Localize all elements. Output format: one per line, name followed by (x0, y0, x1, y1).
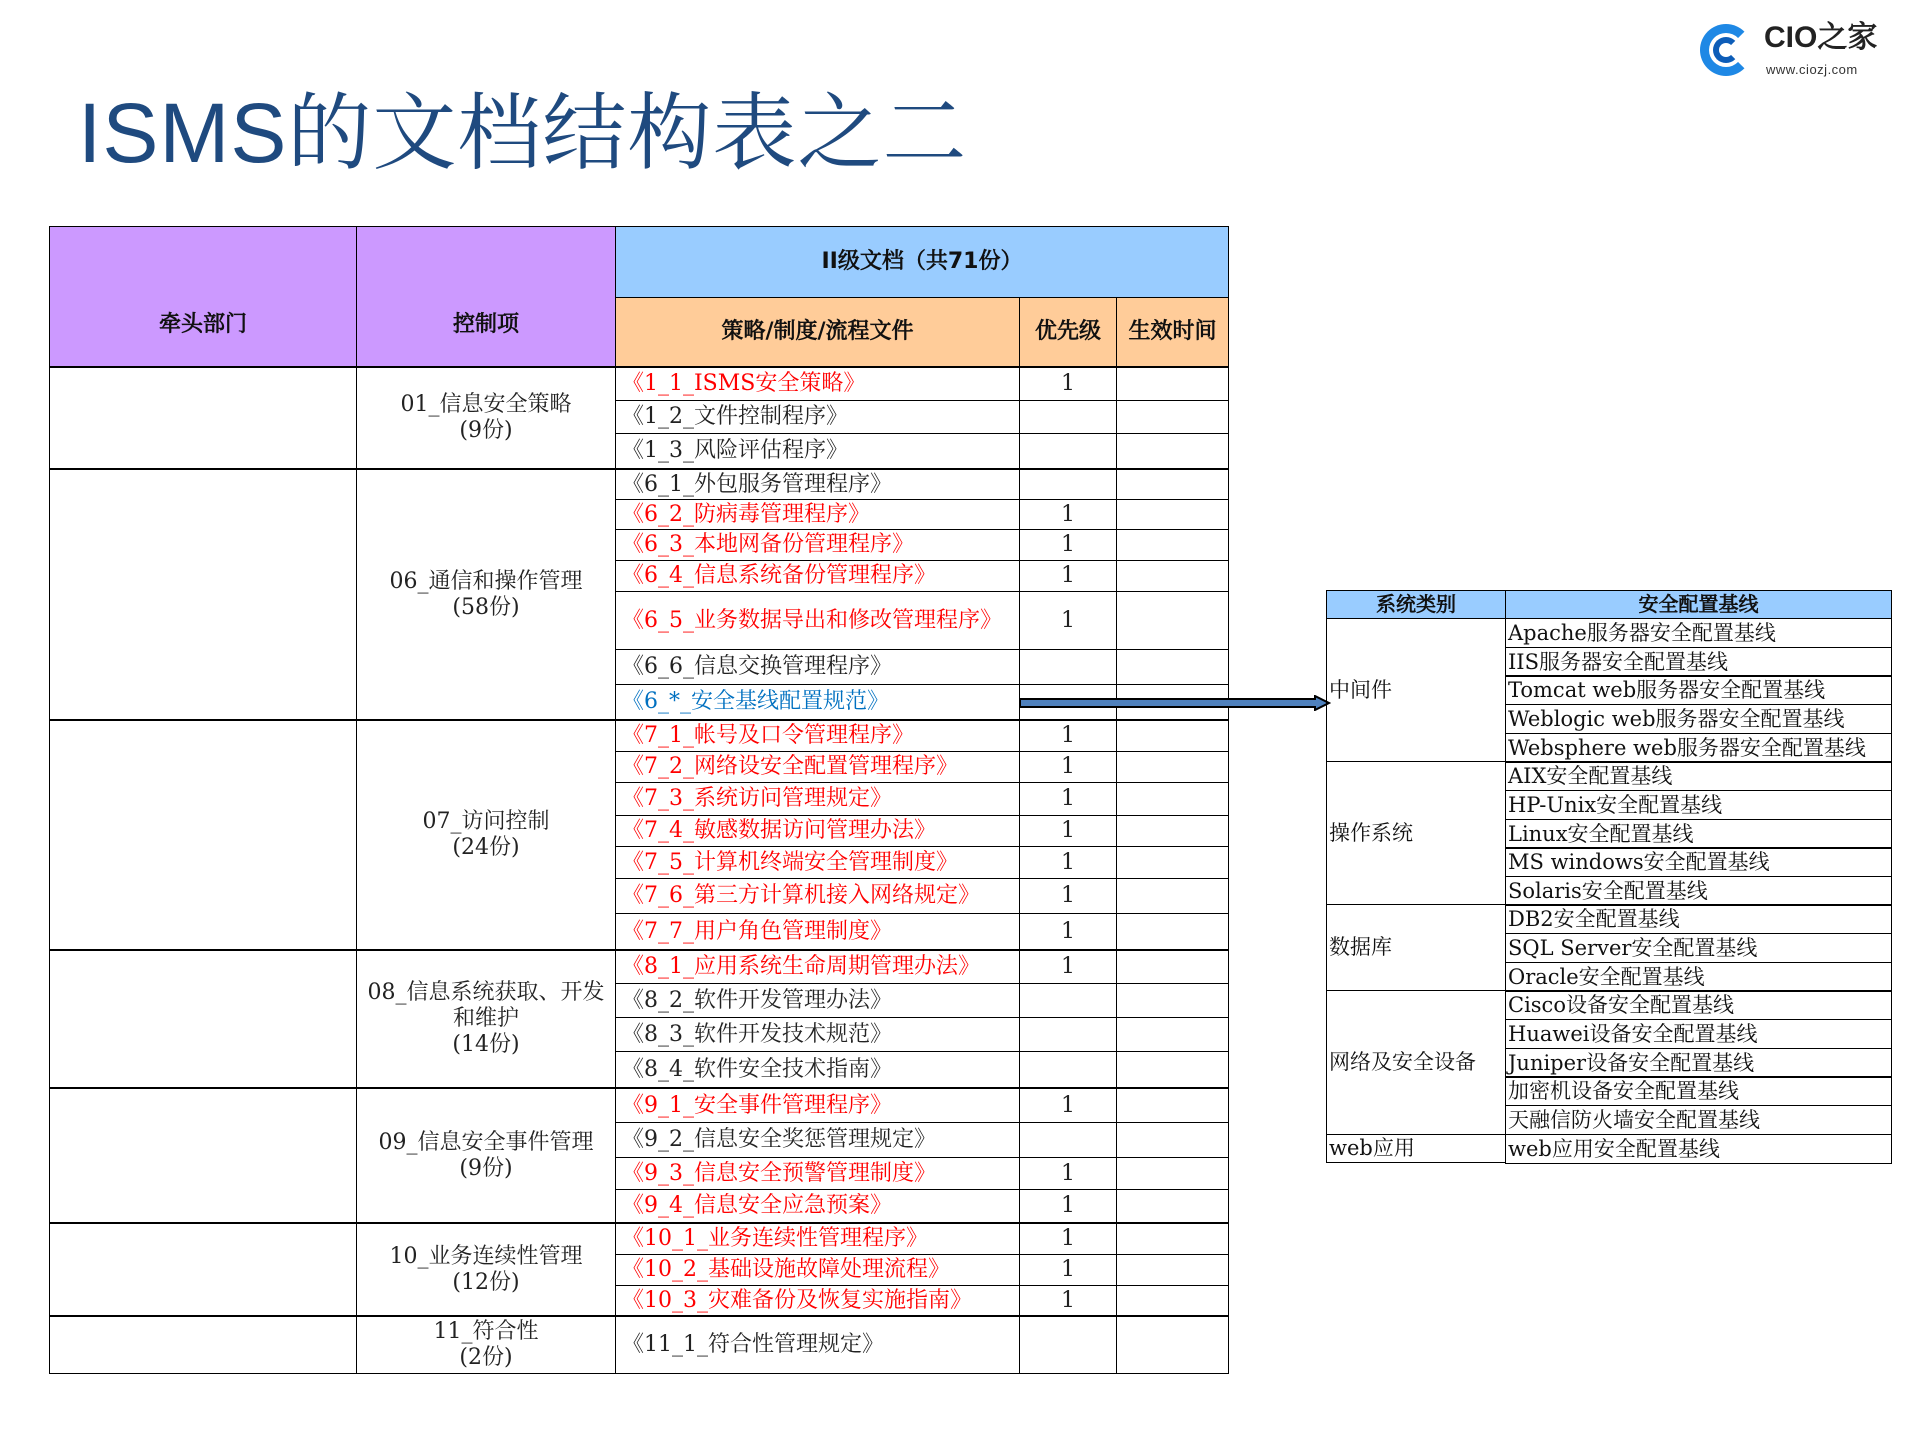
effective-date-cell (1116, 983, 1229, 1018)
control-item-line: 06_通信和操作管理 (389, 568, 583, 594)
baseline-item[interactable]: Cisco设备安全配置基线 (1505, 990, 1892, 1020)
effective-date-cell (1116, 751, 1229, 783)
priority-cell (1019, 649, 1117, 685)
effective-date-cell (1116, 1122, 1229, 1158)
doc-cell[interactable]: 《1_3_风险评估程序》 (615, 433, 1020, 469)
dept-cell (49, 719, 357, 950)
control-item-line: (9份) (459, 418, 513, 443)
doc-cell[interactable]: 《9_3_信息安全预警管理制度》 (615, 1157, 1020, 1190)
priority-cell (1019, 1122, 1117, 1158)
effective-date-cell (1116, 782, 1229, 816)
priority-cell: 1 (1019, 1254, 1117, 1286)
priority-cell: 1 (1019, 751, 1117, 783)
priority-cell: 1 (1019, 366, 1117, 401)
control-item-line: 08_信息系统获取、开发 (367, 980, 605, 1005)
control-item-line: 09_信息安全事件管理 (378, 1129, 594, 1155)
header-baseline: 安全配置基线 (1505, 590, 1892, 619)
doc-cell[interactable]: 《8_3_软件开发技术规范》 (615, 1017, 1020, 1052)
doc-cell[interactable]: 《6_*_安全基线配置规范》 (615, 684, 1020, 720)
effective-date-cell (1116, 1051, 1229, 1088)
baseline-item[interactable]: web应用安全配置基线 (1505, 1134, 1892, 1164)
priority-cell: 1 (1019, 1189, 1117, 1223)
control-item-line: (24份) (452, 835, 520, 860)
effective-date-cell (1116, 468, 1229, 500)
control-item-cell (356, 719, 616, 950)
doc-cell[interactable]: 《9_1_安全事件管理程序》 (615, 1087, 1020, 1123)
effective-date-cell (1116, 846, 1229, 879)
doc-cell[interactable]: 《9_4_信息安全应急预案》 (615, 1189, 1020, 1223)
control-item-line: 和维护 (452, 1006, 519, 1031)
baseline-item[interactable]: AIX安全配置基线 (1505, 761, 1892, 791)
control-item-line: (14份) (452, 1032, 520, 1057)
effective-date-cell (1116, 1222, 1229, 1255)
doc-cell[interactable]: 《8_2_软件开发管理办法》 (615, 983, 1020, 1018)
page-title: ISMS的文档结构表之二 (78, 86, 968, 180)
doc-cell[interactable]: 《6_3_本地网备份管理程序》 (615, 529, 1020, 561)
effective-date-cell (1116, 815, 1229, 847)
control-item-cell (356, 949, 616, 1088)
doc-cell[interactable]: 《7_6_第三方计算机接入网络规定》 (615, 878, 1020, 914)
doc-cell[interactable]: 《11_1_符合性管理规定》 (615, 1315, 1020, 1374)
priority-cell: 1 (1019, 1222, 1117, 1255)
priority-cell: 1 (1019, 846, 1117, 879)
doc-cell[interactable]: 《6_2_防病毒管理程序》 (615, 499, 1020, 530)
baseline-item[interactable]: Huawei设备安全配置基线 (1505, 1019, 1892, 1049)
doc-cell[interactable]: 《7_7_用户角色管理制度》 (615, 913, 1020, 950)
effective-date-cell (1116, 1285, 1229, 1316)
effective-date-cell (1116, 529, 1229, 561)
control-item-cell (356, 1315, 616, 1374)
priority-cell (1019, 400, 1117, 434)
priority-cell: 1 (1019, 782, 1117, 816)
baseline-item[interactable]: Juniper设备安全配置基线 (1505, 1048, 1892, 1078)
baseline-item[interactable]: DB2安全配置基线 (1505, 904, 1892, 934)
baseline-item[interactable]: Tomcat web服务器安全配置基线 (1505, 675, 1892, 705)
effective-date-cell (1116, 1189, 1229, 1223)
header-priority: 优先级 (1019, 297, 1117, 367)
priority-cell: 1 (1019, 1285, 1117, 1316)
cio-logo (1700, 20, 1910, 82)
baseline-item[interactable]: MS windows安全配置基线 (1505, 847, 1892, 877)
control-item-line: 07_访问控制 (422, 809, 550, 834)
priority-cell (1019, 1315, 1117, 1374)
priority-cell: 1 (1019, 591, 1117, 650)
control-item-line: 10_业务连续性管理 (389, 1243, 583, 1269)
control-item-cell (356, 1087, 616, 1223)
dept-cell (49, 468, 357, 720)
priority-cell (1019, 1051, 1117, 1088)
category-cell: 数据库 (1326, 904, 1506, 991)
category-cell: 网络及安全设备 (1326, 990, 1506, 1135)
effective-date-cell (1116, 1157, 1229, 1190)
header-control: 控制项 (356, 226, 616, 367)
doc-cell[interactable]: 《6_5_业务数据导出和修改管理程序》 (615, 591, 1020, 650)
doc-cell[interactable]: 《6_1_外包服务管理程序》 (615, 468, 1020, 500)
baseline-item[interactable]: Solaris安全配置基线 (1505, 876, 1892, 906)
header-effective: 生效时间 (1116, 297, 1229, 367)
baseline-item[interactable]: 加密机设备安全配置基线 (1505, 1076, 1892, 1106)
doc-cell[interactable]: 《1_2_文件控制程序》 (615, 400, 1020, 434)
dept-cell (49, 1315, 357, 1374)
baseline-item[interactable]: Oracle安全配置基线 (1505, 962, 1892, 992)
dept-cell (49, 1087, 357, 1223)
category-cell: 中间件 (1326, 618, 1506, 762)
priority-cell: 1 (1019, 913, 1117, 950)
control-item-line: (2份) (459, 1345, 513, 1370)
priority-cell: 1 (1019, 815, 1117, 847)
priority-cell (1019, 433, 1117, 469)
arrow-to-baseline-icon (1019, 695, 1331, 711)
priority-cell (1019, 983, 1117, 1018)
doc-cell[interactable]: 《6_6_信息交换管理程序》 (615, 649, 1020, 685)
category-cell: 操作系统 (1326, 761, 1506, 905)
baseline-item[interactable]: HP-Unix安全配置基线 (1505, 790, 1892, 820)
category-cell: web应用 (1326, 1134, 1506, 1163)
effective-date-cell (1116, 913, 1229, 950)
doc-cell[interactable]: 《6_4_信息系统备份管理程序》 (615, 560, 1020, 592)
header-doc: 策略/制度/流程文件 (615, 297, 1020, 367)
baseline-item[interactable]: Websphere web服务器安全配置基线 (1505, 733, 1892, 763)
header-dept: 牵头部门 (49, 226, 357, 367)
baseline-item[interactable]: 天融信防火墙安全配置基线 (1505, 1105, 1892, 1135)
control-item-line: 11_符合性 (433, 1319, 539, 1344)
effective-date-cell (1116, 433, 1229, 469)
logo-brand: CIO之家 (1764, 21, 1878, 54)
doc-cell[interactable]: 《10_1_业务连续性管理程序》 (615, 1222, 1020, 1255)
effective-date-cell (1116, 719, 1229, 752)
doc-cell[interactable]: 《10_3_灾难备份及恢复实施指南》 (615, 1285, 1020, 1316)
priority-cell: 1 (1019, 1157, 1117, 1190)
priority-cell: 1 (1019, 529, 1117, 561)
doc-cell[interactable]: 《7_5_计算机终端安全管理制度》 (615, 846, 1020, 879)
doc-cell[interactable]: 《9_2_信息安全奖惩管理规定》 (615, 1122, 1020, 1158)
dept-cell (49, 366, 357, 469)
baseline-item[interactable]: SQL Server安全配置基线 (1505, 933, 1892, 963)
effective-date-cell (1116, 366, 1229, 401)
priority-cell: 1 (1019, 560, 1117, 592)
doc-cell[interactable]: 《8_4_软件安全技术指南》 (615, 1051, 1020, 1088)
baseline-item[interactable]: Apache服务器安全配置基线 (1505, 618, 1892, 648)
priority-cell: 1 (1019, 878, 1117, 914)
priority-cell (1019, 1017, 1117, 1052)
baseline-item[interactable]: Weblogic web服务器安全配置基线 (1505, 704, 1892, 734)
header-category: 系统类别 (1326, 590, 1506, 619)
control-item-line: (9份) (459, 1155, 513, 1181)
effective-date-cell (1116, 878, 1229, 914)
control-item-line: (12份) (452, 1269, 520, 1295)
effective-date-cell (1116, 1315, 1229, 1374)
effective-date-cell (1116, 649, 1229, 685)
doc-cell[interactable]: 《7_4_敏感数据访问管理办法》 (615, 815, 1020, 847)
effective-date-cell (1116, 1087, 1229, 1123)
priority-cell: 1 (1019, 949, 1117, 984)
header-level2: II级文档（共71份） (615, 226, 1229, 298)
priority-cell: 1 (1019, 719, 1117, 752)
control-item-cell (356, 468, 616, 720)
effective-date-cell (1116, 560, 1229, 592)
control-item-cell (356, 1222, 616, 1316)
control-item-cell (356, 366, 616, 469)
logo-url: www.ciozj.com (1766, 62, 1858, 77)
control-item-line: 01_信息安全策略 (400, 392, 572, 417)
effective-date-cell (1116, 949, 1229, 984)
effective-date-cell (1116, 400, 1229, 434)
doc-cell[interactable]: 《7_1_帐号及口令管理程序》 (615, 719, 1020, 752)
doc-cell[interactable]: 《8_1_应用系统生命周期管理办法》 (615, 949, 1020, 984)
control-item-line: (58份) (452, 594, 520, 620)
doc-cell[interactable]: 《7_3_系统访问管理规定》 (615, 782, 1020, 816)
priority-cell: 1 (1019, 499, 1117, 530)
effective-date-cell (1116, 591, 1229, 650)
logo-ring-inner-icon (1713, 37, 1739, 63)
baseline-item[interactable]: Linux安全配置基线 (1505, 819, 1892, 849)
effective-date-cell (1116, 499, 1229, 530)
baseline-item[interactable]: IIS服务器安全配置基线 (1505, 647, 1892, 677)
priority-cell (1019, 468, 1117, 500)
effective-date-cell (1116, 1254, 1229, 1286)
priority-cell: 1 (1019, 1087, 1117, 1123)
dept-cell (49, 949, 357, 1088)
doc-cell[interactable]: 《10_2_基础设施故障处理流程》 (615, 1254, 1020, 1286)
effective-date-cell (1116, 1017, 1229, 1052)
doc-cell[interactable]: 《1_1_ISMS安全策略》 (615, 366, 1020, 401)
doc-cell[interactable]: 《7_2_网络设安全配置管理程序》 (615, 751, 1020, 783)
dept-cell (49, 1222, 357, 1316)
